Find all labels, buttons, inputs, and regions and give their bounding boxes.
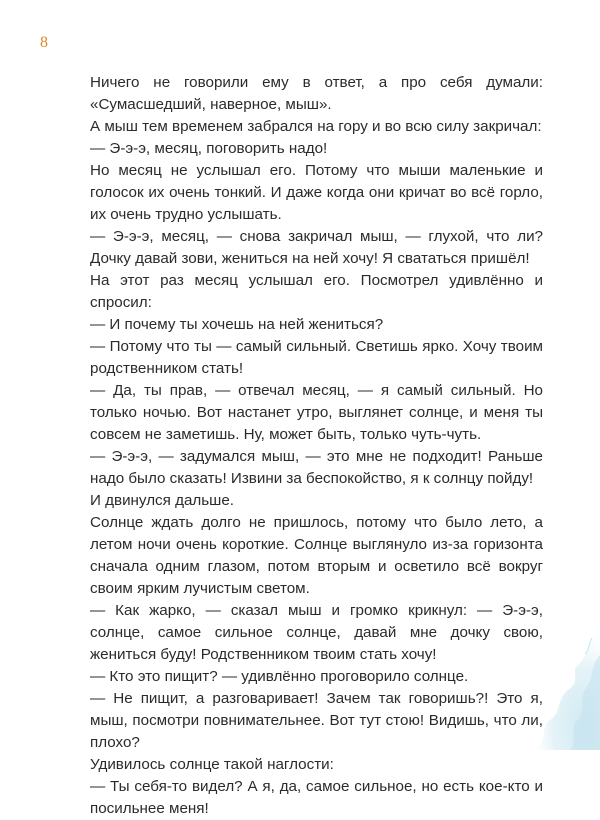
paragraph: А мыш тем временем забрался на гору и во всю силу закричал: <box>90 118 542 135</box>
paragraph: — Как жарко, — сказал мыш и громко крикнул: — Э-э-э, солнце, самое сильное солнце, давай мне дочку свою, жениться буду! Родственником твоим стать хочу! <box>90 602 543 663</box>
page-number: 8 <box>40 34 48 51</box>
paragraph: — Э-э-э, месяц, поговорить надо! <box>90 140 328 157</box>
paragraph: — Не пищит, а разговаривает! Зачем так говоришь?! Это я, мыш, посмотри повнимательнее. Вот тут стою! Видишь, что ли, плохо? <box>90 690 543 751</box>
watercolor-splash-decoration <box>490 610 600 750</box>
story-text <box>90 72 543 820</box>
paragraph: — Потому что ты — самый сильный. Светишь ярко. Хочу твоим родственником стать! <box>90 338 543 377</box>
paragraph: — Э-э-э, — задумался мыш, — это мне не подходит! Раньше надо было сказать! Извини за беспокойство, я к солнцу пойду! <box>90 448 543 487</box>
paragraph: Ничего не говорили ему в ответ, а про себя думали: «Сумасшедший, наверное, мыш». <box>90 74 543 113</box>
paragraph: — Э-э-э, месяц, — снова закричал мыш, — глухой, что ли? Дочку давай зови, жениться на ней хочу! Я свататься пришёл! <box>90 228 543 267</box>
paragraph: — Ты себя-то видел? А я, да, самое сильное, но есть кое-кто и посильнее меня! <box>90 778 543 817</box>
paragraph: Солнце ждать долго не пришлось, потому что было лето, а летом ночи очень короткие. Солнце выглянуло из-за горизонта сначала одним глазом, потом вторым и осветило всё вокруг своим ярким лучистым светом. <box>90 514 543 597</box>
paragraph: — И почему ты хочешь на ней жениться? <box>90 316 384 333</box>
paragraph: Удивилось солнце такой наглости: <box>90 756 334 773</box>
paragraph: Но месяц не услышал его. Потому что мыши маленькие и голосок их очень тонкий. И даже когда они кричат во всё горло, их очень трудно услышать. <box>90 162 543 223</box>
paragraph: И двинулся дальше. <box>90 492 235 509</box>
paragraph: — Кто это пищит? — удивлённо проговорило солнце. <box>90 668 469 685</box>
paragraph: — Да, ты прав, — отвечал месяц, — я самый сильный. Но только ночью. Вот настанет утро, выглянет солнце, и меня ты совсем не заметишь. Ну, может быть, только чуть-чуть. <box>90 382 543 443</box>
paragraph: На этот раз месяц услышал его. Посмотрел удивлённо и спросил: <box>90 272 543 311</box>
